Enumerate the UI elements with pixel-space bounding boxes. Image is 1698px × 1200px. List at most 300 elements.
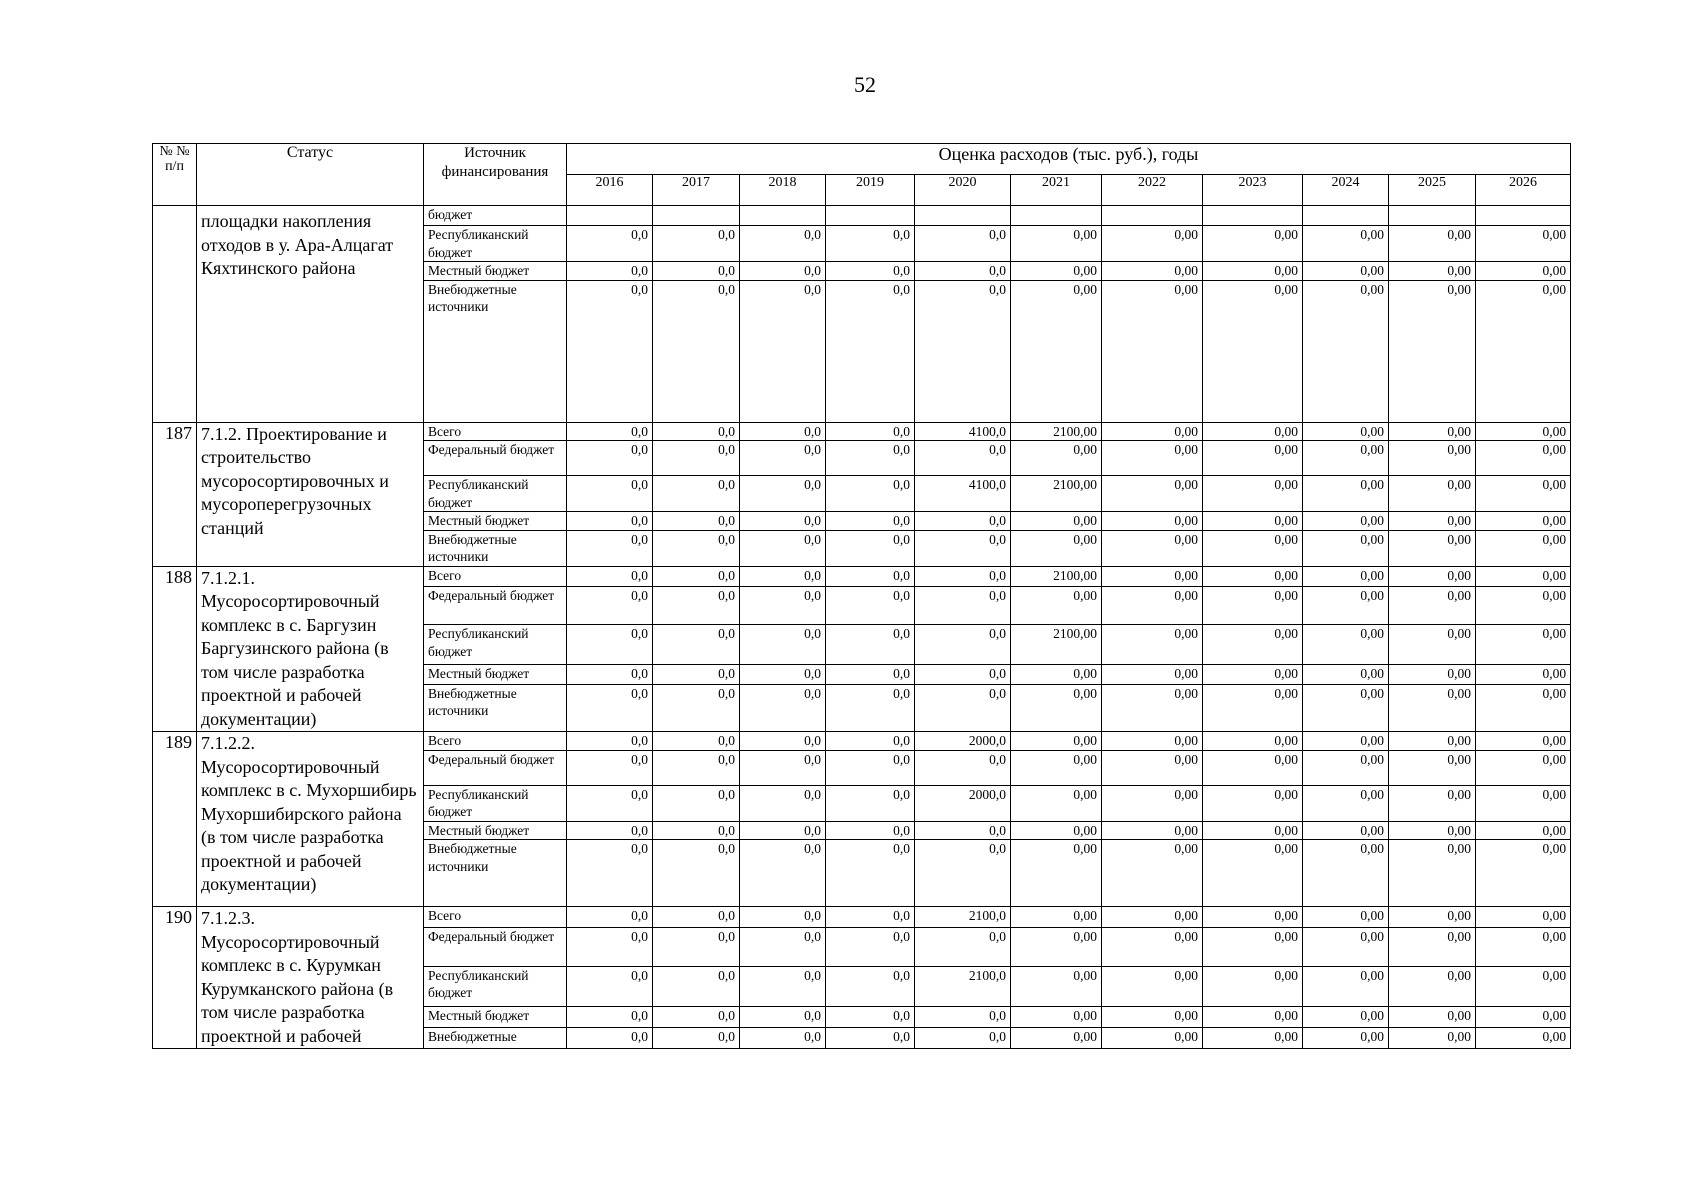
- value-cell: 0,0: [915, 927, 1011, 966]
- table-row: [153, 732, 1571, 751]
- value-cell: 0,0: [567, 907, 653, 928]
- value-cell: 0,00: [1303, 530, 1389, 566]
- value-cell: 0,0: [653, 750, 740, 785]
- value-cell: 0,0: [567, 441, 653, 476]
- value-cell: 0,0: [567, 785, 653, 821]
- value-cell: 0,0: [826, 280, 915, 422]
- value-cell: 0,0: [740, 840, 826, 907]
- value-cell: 0,0: [653, 907, 740, 928]
- value-cell: 0,0: [826, 441, 915, 476]
- value-cell: 0,00: [1203, 566, 1303, 586]
- value-cell: [653, 206, 740, 226]
- value-cell: 0,00: [1389, 586, 1476, 624]
- value-cell: 0,0: [653, 280, 740, 422]
- value-cell: 0,0: [653, 422, 740, 441]
- value-cell: 4100,0: [915, 422, 1011, 441]
- value-cell: 0,0: [915, 530, 1011, 566]
- table-row: [153, 907, 1571, 928]
- value-cell: 0,00: [1476, 441, 1571, 476]
- value-cell: 0,0: [567, 664, 653, 684]
- value-cell: 0,00: [1102, 1007, 1203, 1028]
- value-cell: 0,0: [653, 821, 740, 840]
- value-cell: 0,00: [1303, 785, 1389, 821]
- value-cell: 0,0: [653, 476, 740, 512]
- value-cell: 2100,00: [1011, 625, 1102, 664]
- value-cell: 0,0: [567, 512, 653, 531]
- value-cell: [567, 206, 653, 226]
- source-cell: Местный бюджет: [424, 664, 567, 684]
- value-cell: 0,00: [1102, 441, 1203, 476]
- value-cell: 0,0: [826, 625, 915, 664]
- value-cell: 0,0: [653, 226, 740, 262]
- value-cell: 0,00: [1389, 821, 1476, 840]
- value-cell: 0,00: [1303, 684, 1389, 731]
- value-cell: 0,00: [1389, 927, 1476, 966]
- value-cell: 0,0: [653, 966, 740, 1006]
- value-cell: 0,00: [1389, 280, 1476, 422]
- source-cell: Республиканский бюджет: [424, 966, 567, 1006]
- value-cell: 0,00: [1102, 586, 1203, 624]
- source-cell: Местный бюджет: [424, 262, 567, 281]
- value-cell: 0,00: [1476, 750, 1571, 785]
- value-cell: 0,00: [1203, 586, 1303, 624]
- value-cell: 0,00: [1102, 530, 1203, 566]
- value-cell: 0,00: [1102, 512, 1203, 531]
- value-cell: 0,0: [826, 785, 915, 821]
- value-cell: 0,0: [567, 1007, 653, 1028]
- value-cell: 0,00: [1389, 732, 1476, 751]
- value-cell: 0,00: [1476, 785, 1571, 821]
- value-cell: 0,00: [1303, 441, 1389, 476]
- value-cell: 0,00: [1102, 966, 1203, 1006]
- value-cell: 0,0: [826, 907, 915, 928]
- value-cell: 0,00: [1303, 966, 1389, 1006]
- value-cell: 0,00: [1203, 1007, 1303, 1028]
- value-cell: 0,00: [1203, 262, 1303, 281]
- source-cell: Местный бюджет: [424, 512, 567, 531]
- value-cell: 0,00: [1203, 476, 1303, 512]
- value-cell: 0,00: [1011, 966, 1102, 1006]
- value-cell: 0,0: [915, 840, 1011, 907]
- value-cell: 0,0: [826, 840, 915, 907]
- row-number: 187: [153, 422, 197, 566]
- value-cell: 0,00: [1303, 1007, 1389, 1028]
- value-cell: 0,00: [1102, 476, 1203, 512]
- value-cell: 0,0: [826, 664, 915, 684]
- value-cell: 0,00: [1389, 1027, 1476, 1048]
- year-header: 2022: [1102, 175, 1203, 206]
- value-cell: 0,0: [740, 907, 826, 928]
- status-header: Статус: [197, 144, 424, 206]
- value-cell: 0,00: [1389, 664, 1476, 684]
- value-cell: 0,0: [567, 586, 653, 624]
- value-cell: 0,00: [1303, 226, 1389, 262]
- table-body: [153, 206, 1571, 1049]
- value-cell: 0,0: [826, 566, 915, 586]
- year-header: 2016: [567, 175, 653, 206]
- value-cell: 0,00: [1303, 476, 1389, 512]
- year-header: 2019: [826, 175, 915, 206]
- value-cell: 0,00: [1389, 566, 1476, 586]
- value-cell: 0,00: [1476, 226, 1571, 262]
- status-cell: 7.1.2.3. Мусоросортировочный комплекс в с. Курумкан Курумканского района (в том числе разработка проектной и рабочей: [197, 907, 424, 1049]
- value-cell: 0,0: [740, 512, 826, 531]
- table-row: [153, 566, 1571, 586]
- value-cell: 0,00: [1102, 907, 1203, 928]
- value-cell: 0,0: [740, 422, 826, 441]
- value-cell: 0,0: [653, 262, 740, 281]
- value-cell: 0,00: [1011, 226, 1102, 262]
- value-cell: [915, 206, 1011, 226]
- value-cell: 0,0: [740, 530, 826, 566]
- value-cell: 0,0: [740, 1027, 826, 1048]
- value-cell: 0,00: [1102, 625, 1203, 664]
- value-cell: 0,0: [567, 821, 653, 840]
- value-cell: 0,00: [1011, 530, 1102, 566]
- year-header: 2023: [1203, 175, 1303, 206]
- value-cell: 0,00: [1303, 262, 1389, 281]
- value-cell: 0,0: [653, 1007, 740, 1028]
- source-cell: Внебюджетные источники: [424, 840, 567, 907]
- value-cell: 0,00: [1102, 785, 1203, 821]
- value-cell: 0,00: [1102, 566, 1203, 586]
- value-cell: 0,0: [740, 750, 826, 785]
- value-cell: 0,0: [915, 750, 1011, 785]
- value-cell: 0,00: [1203, 441, 1303, 476]
- value-cell: 0,0: [740, 226, 826, 262]
- value-cell: 0,00: [1011, 732, 1102, 751]
- value-cell: 0,00: [1102, 422, 1203, 441]
- value-cell: 0,0: [567, 280, 653, 422]
- value-cell: 0,0: [653, 732, 740, 751]
- value-cell: 0,00: [1303, 927, 1389, 966]
- source-cell: Всего: [424, 566, 567, 586]
- value-cell: 0,00: [1389, 530, 1476, 566]
- value-cell: 0,0: [740, 821, 826, 840]
- value-cell: 0,0: [826, 530, 915, 566]
- budget-table: [152, 143, 1571, 1049]
- source-cell: Внебюджетные источники: [424, 280, 567, 422]
- value-cell: 0,0: [826, 512, 915, 531]
- value-cell: [1011, 206, 1102, 226]
- value-cell: 0,00: [1303, 586, 1389, 624]
- year-header: 2026: [1476, 175, 1571, 206]
- value-cell: 0,00: [1203, 785, 1303, 821]
- value-cell: 0,00: [1476, 821, 1571, 840]
- table-row: [153, 206, 1571, 226]
- value-cell: 0,0: [567, 262, 653, 281]
- value-cell: 0,00: [1102, 750, 1203, 785]
- value-cell: 0,00: [1203, 821, 1303, 840]
- source-cell: Федеральный бюджет: [424, 750, 567, 785]
- value-cell: 0,00: [1389, 441, 1476, 476]
- value-cell: 0,0: [826, 750, 915, 785]
- value-cell: 0,00: [1011, 441, 1102, 476]
- source-header: Источник финансирования: [424, 144, 567, 206]
- row-number: 190: [153, 907, 197, 1049]
- value-cell: [1476, 206, 1571, 226]
- value-cell: 0,00: [1203, 530, 1303, 566]
- value-cell: 0,00: [1476, 586, 1571, 624]
- value-cell: 0,00: [1476, 1007, 1571, 1028]
- value-cell: 0,00: [1203, 750, 1303, 785]
- value-cell: 0,00: [1011, 750, 1102, 785]
- value-cell: 0,0: [740, 927, 826, 966]
- value-cell: 0,0: [567, 927, 653, 966]
- status-cell: площадки накопления отходов в у. Ара-Алцагат Кяхтинского района: [197, 206, 424, 423]
- source-cell: Местный бюджет: [424, 1007, 567, 1028]
- value-cell: 0,00: [1476, 625, 1571, 664]
- value-cell: 0,0: [567, 476, 653, 512]
- value-cell: 0,00: [1476, 966, 1571, 1006]
- value-cell: 0,0: [740, 476, 826, 512]
- value-cell: 0,00: [1303, 1027, 1389, 1048]
- value-cell: 0,0: [915, 664, 1011, 684]
- table-row: [153, 422, 1571, 441]
- value-cell: 0,0: [826, 226, 915, 262]
- source-cell: Федеральный бюджет: [424, 586, 567, 624]
- value-cell: 0,0: [653, 1027, 740, 1048]
- row-number: 188: [153, 566, 197, 732]
- value-cell: [826, 206, 915, 226]
- value-cell: 0,00: [1102, 684, 1203, 731]
- year-header: 2017: [653, 175, 740, 206]
- source-cell: Внебюджетные источники: [424, 684, 567, 731]
- source-cell: бюджет: [424, 206, 567, 226]
- value-cell: 0,00: [1303, 280, 1389, 422]
- value-cell: 0,00: [1011, 512, 1102, 531]
- value-cell: 0,0: [826, 684, 915, 731]
- value-cell: 0,00: [1011, 785, 1102, 821]
- value-cell: 0,0: [826, 821, 915, 840]
- value-cell: 0,0: [915, 821, 1011, 840]
- value-cell: 0,00: [1303, 821, 1389, 840]
- value-cell: 0,0: [740, 262, 826, 281]
- source-cell: Республиканский бюджет: [424, 625, 567, 664]
- value-cell: 2100,00: [1011, 566, 1102, 586]
- value-cell: 0,00: [1303, 907, 1389, 928]
- value-cell: 0,0: [826, 476, 915, 512]
- value-cell: 0,0: [653, 840, 740, 907]
- num-header: № № п/п: [153, 144, 197, 206]
- value-cell: 0,00: [1389, 226, 1476, 262]
- value-cell: 0,00: [1203, 1027, 1303, 1048]
- value-cell: 0,00: [1303, 512, 1389, 531]
- value-cell: 0,00: [1203, 732, 1303, 751]
- value-cell: 0,0: [740, 566, 826, 586]
- value-cell: [1203, 206, 1303, 226]
- value-cell: 0,00: [1389, 422, 1476, 441]
- value-cell: 0,00: [1102, 280, 1203, 422]
- value-cell: 0,0: [567, 840, 653, 907]
- value-cell: 0,00: [1203, 422, 1303, 441]
- value-cell: 2100,0: [915, 966, 1011, 1006]
- value-cell: 0,00: [1389, 1007, 1476, 1028]
- value-cell: 0,00: [1011, 280, 1102, 422]
- row-number: 189: [153, 732, 197, 907]
- value-cell: 0,00: [1303, 750, 1389, 785]
- value-cell: 0,0: [826, 966, 915, 1006]
- value-cell: 0,0: [740, 732, 826, 751]
- value-cell: 0,00: [1476, 732, 1571, 751]
- value-cell: 0,00: [1102, 732, 1203, 751]
- year-header: 2021: [1011, 175, 1102, 206]
- value-cell: 0,0: [915, 441, 1011, 476]
- value-cell: 0,0: [740, 1007, 826, 1028]
- value-cell: 0,0: [915, 262, 1011, 281]
- source-cell: Республиканский бюджет: [424, 476, 567, 512]
- value-cell: 0,0: [653, 664, 740, 684]
- value-cell: 0,00: [1389, 840, 1476, 907]
- value-cell: 0,00: [1203, 907, 1303, 928]
- value-cell: 0,00: [1102, 1027, 1203, 1048]
- value-cell: 0,0: [826, 927, 915, 966]
- value-cell: 0,00: [1203, 226, 1303, 262]
- value-cell: 0,0: [826, 262, 915, 281]
- value-cell: [1389, 206, 1476, 226]
- value-cell: 0,00: [1389, 785, 1476, 821]
- value-cell: 0,0: [567, 625, 653, 664]
- value-cell: 0,00: [1203, 280, 1303, 422]
- value-cell: 4100,0: [915, 476, 1011, 512]
- value-cell: 0,0: [567, 566, 653, 586]
- year-header: 2020: [915, 175, 1011, 206]
- value-cell: 0,0: [653, 530, 740, 566]
- value-cell: 0,00: [1011, 907, 1102, 928]
- value-cell: 0,00: [1011, 586, 1102, 624]
- value-cell: 0,0: [740, 966, 826, 1006]
- value-cell: 0,00: [1011, 684, 1102, 731]
- value-cell: 0,0: [740, 586, 826, 624]
- value-cell: 2100,00: [1011, 476, 1102, 512]
- value-cell: 0,0: [915, 684, 1011, 731]
- value-cell: 0,0: [915, 280, 1011, 422]
- value-cell: 0,0: [915, 625, 1011, 664]
- source-cell: Республиканский бюджет: [424, 226, 567, 262]
- value-cell: 0,00: [1011, 927, 1102, 966]
- value-cell: 0,00: [1476, 280, 1571, 422]
- value-cell: 0,0: [567, 750, 653, 785]
- value-cell: 2100,0: [915, 907, 1011, 928]
- value-cell: 0,00: [1011, 821, 1102, 840]
- value-cell: 0,0: [826, 422, 915, 441]
- year-header: 2025: [1389, 175, 1476, 206]
- table-header: [153, 144, 1571, 206]
- value-cell: 0,00: [1476, 684, 1571, 731]
- value-cell: 0,00: [1303, 422, 1389, 441]
- value-cell: 0,00: [1203, 684, 1303, 731]
- value-cell: 0,00: [1389, 684, 1476, 731]
- value-cell: 0,00: [1476, 840, 1571, 907]
- value-cell: 0,0: [740, 664, 826, 684]
- page-number: 52: [854, 72, 876, 97]
- source-cell: Местный бюджет: [424, 821, 567, 840]
- value-cell: 0,00: [1102, 664, 1203, 684]
- value-cell: [1102, 206, 1203, 226]
- value-cell: 0,00: [1011, 1007, 1102, 1028]
- value-cell: 0,00: [1476, 907, 1571, 928]
- value-cell: 0,0: [740, 280, 826, 422]
- value-cell: 0,00: [1303, 732, 1389, 751]
- value-cell: 2000,0: [915, 732, 1011, 751]
- value-cell: 0,00: [1011, 840, 1102, 907]
- value-cell: 0,0: [915, 226, 1011, 262]
- estimate-header: Оценка расходов (тыс. руб.), годы: [567, 144, 1571, 175]
- source-cell: Республиканский бюджет: [424, 785, 567, 821]
- value-cell: 0,00: [1476, 512, 1571, 531]
- value-cell: 0,00: [1011, 262, 1102, 281]
- value-cell: 0,00: [1203, 664, 1303, 684]
- value-cell: 0,00: [1389, 512, 1476, 531]
- value-cell: 0,0: [740, 785, 826, 821]
- value-cell: 0,00: [1303, 566, 1389, 586]
- value-cell: 0,00: [1476, 927, 1571, 966]
- value-cell: 0,0: [567, 530, 653, 566]
- value-cell: 0,00: [1203, 840, 1303, 907]
- value-cell: 0,0: [915, 512, 1011, 531]
- value-cell: 0,00: [1203, 927, 1303, 966]
- value-cell: 0,00: [1102, 262, 1203, 281]
- value-cell: 0,0: [653, 625, 740, 664]
- value-cell: 0,0: [653, 566, 740, 586]
- value-cell: 0,0: [653, 785, 740, 821]
- value-cell: 0,0: [567, 226, 653, 262]
- value-cell: 0,0: [653, 512, 740, 531]
- year-header: 2024: [1303, 175, 1389, 206]
- value-cell: 0,0: [740, 684, 826, 731]
- source-cell: Федеральный бюджет: [424, 927, 567, 966]
- source-cell: Внебюджетные источники: [424, 530, 567, 566]
- value-cell: 0,00: [1011, 664, 1102, 684]
- source-cell: Федеральный бюджет: [424, 441, 567, 476]
- value-cell: 0,0: [915, 1027, 1011, 1048]
- value-cell: 0,00: [1476, 422, 1571, 441]
- value-cell: 0,00: [1389, 907, 1476, 928]
- value-cell: 0,00: [1476, 476, 1571, 512]
- value-cell: 0,00: [1303, 840, 1389, 907]
- value-cell: 2000,0: [915, 785, 1011, 821]
- value-cell: 0,0: [826, 586, 915, 624]
- value-cell: [1303, 206, 1389, 226]
- value-cell: 0,00: [1102, 927, 1203, 966]
- value-cell: 0,0: [740, 625, 826, 664]
- value-cell: 0,00: [1102, 226, 1203, 262]
- value-cell: 0,0: [826, 1027, 915, 1048]
- value-cell: 0,00: [1102, 821, 1203, 840]
- value-cell: 0,00: [1476, 1027, 1571, 1048]
- value-cell: 0,0: [653, 441, 740, 476]
- value-cell: 0,0: [740, 441, 826, 476]
- value-cell: 0,00: [1476, 530, 1571, 566]
- status-cell: 7.1.2.1. Мусоросортировочный комплекс в с. Баргузин Баргузинского района (в том числе разработка проектной и рабочей документации): [197, 566, 424, 732]
- row-number: [153, 206, 197, 423]
- status-cell: 7.1.2. Проектирование и строительство мусоросортировочных и мусороперегрузочных станций: [197, 422, 424, 566]
- value-cell: 0,0: [826, 1007, 915, 1028]
- value-cell: 0,00: [1203, 966, 1303, 1006]
- value-cell: 0,0: [915, 1007, 1011, 1028]
- value-cell: 0,0: [915, 586, 1011, 624]
- source-cell: Всего: [424, 422, 567, 441]
- status-cell: 7.1.2.2. Мусоросортировочный комплекс в с. Мухоршибирь Мухоршибирского района (в том числе разработка проектной и рабочей документации): [197, 732, 424, 907]
- value-cell: 0,00: [1389, 625, 1476, 664]
- value-cell: 0,0: [567, 966, 653, 1006]
- value-cell: 0,0: [653, 684, 740, 731]
- value-cell: 0,00: [1476, 262, 1571, 281]
- value-cell: 0,0: [915, 566, 1011, 586]
- value-cell: 0,00: [1389, 966, 1476, 1006]
- value-cell: 0,00: [1303, 625, 1389, 664]
- value-cell: 0,00: [1476, 566, 1571, 586]
